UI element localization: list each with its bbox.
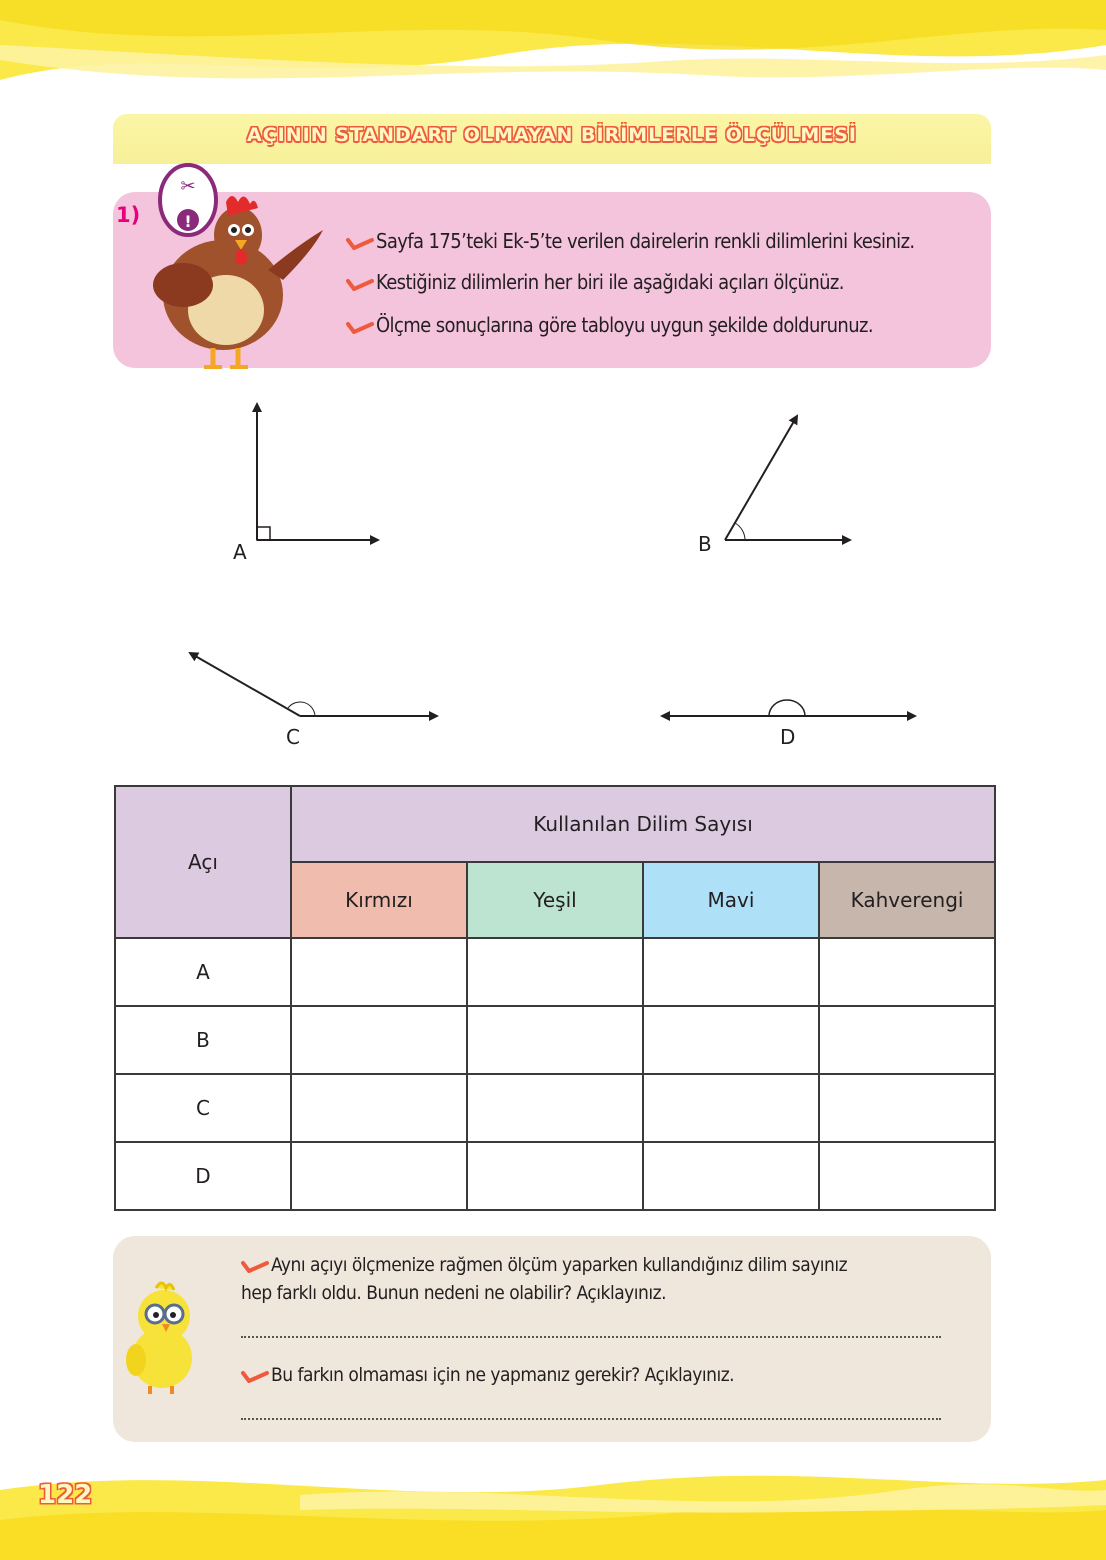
top-wave-decoration	[0, 0, 1106, 110]
answer-cell[interactable]	[291, 938, 467, 1006]
table-row	[115, 1142, 995, 1210]
hen-mascot-illustration	[138, 160, 328, 372]
page-title: AÇININ STANDART OLMAYAN BİRİMLERLE ÖLÇÜLMESİ	[247, 124, 857, 146]
check-tick-icon	[346, 320, 374, 334]
answer-cell[interactable]	[467, 1142, 643, 1210]
answer-cell[interactable]	[819, 1006, 995, 1074]
check-tick-icon	[346, 236, 374, 250]
reflection-question-2	[241, 1364, 734, 1386]
table-row	[115, 1074, 995, 1142]
instruction-3-text: Ölçme sonuçlarına göre tabloyu uygun şekilde doldurunuz.	[376, 313, 873, 337]
svg-text:!: !	[184, 212, 192, 231]
answer-cell[interactable]	[643, 1006, 819, 1074]
answer-cell[interactable]	[467, 938, 643, 1006]
answer-cell[interactable]	[291, 1074, 467, 1142]
scissors-warning-icon	[160, 165, 216, 235]
instruction-1	[346, 229, 915, 253]
angle-b-label: B	[698, 532, 712, 556]
answer-cell[interactable]	[643, 938, 819, 1006]
instruction-2-text: Kestiğiniz dilimlerin her biri ile aşağıdaki açıları ölçünüz.	[376, 270, 844, 294]
column-brown: Kahverengi	[819, 862, 995, 938]
reflection-question-1-line-2: hep farklı oldu. Bunun nedeni ne olabilir? Açıklayınız.	[241, 1282, 667, 1304]
question-number: 1)	[116, 203, 141, 227]
angle-figures	[0, 390, 1106, 760]
answer-cell[interactable]	[643, 1074, 819, 1142]
angle-d-label: D	[780, 725, 796, 749]
answer-line-1[interactable]	[241, 1336, 941, 1338]
check-tick-icon	[346, 277, 374, 291]
answer-cell[interactable]	[467, 1074, 643, 1142]
check-tick-icon	[241, 1369, 269, 1383]
reflection-question-2-text: Bu farkın olmaması için ne yapmanız gerekir? Açıklayınız.	[271, 1364, 735, 1386]
column-red: Kırmızı	[291, 862, 467, 938]
instruction-1-text: Sayfa 175’teki Ek-5’te verilen dairelerin renkli dilimlerini kesiniz.	[376, 229, 915, 253]
angle-c-label: C	[286, 725, 300, 749]
column-green: Yeşil	[467, 862, 643, 938]
answer-line-2[interactable]	[241, 1418, 941, 1420]
instruction-3	[346, 313, 873, 337]
reflection-question-1-line-1: Aynı açıyı ölçmenize rağmen ölçüm yaparken kullandığınız dilim sayınız	[271, 1254, 848, 1276]
reflection-question-1	[241, 1254, 847, 1276]
table-row	[115, 1006, 995, 1074]
row-label: D	[115, 1142, 291, 1210]
angle-d-figure	[662, 700, 915, 716]
measurement-table	[114, 785, 996, 1211]
row-label: A	[115, 938, 291, 1006]
row-label: C	[115, 1074, 291, 1142]
answer-cell[interactable]	[643, 1142, 819, 1210]
row-label: B	[115, 1006, 291, 1074]
answer-cell[interactable]	[819, 1074, 995, 1142]
svg-text:✂: ✂	[180, 176, 196, 197]
answer-cell[interactable]	[467, 1006, 643, 1074]
angle-c-figure	[190, 653, 437, 716]
angle-b-figure	[725, 416, 850, 540]
answer-cell[interactable]	[819, 938, 995, 1006]
chick-mascot-illustration	[122, 1278, 202, 1396]
answer-cell[interactable]	[819, 1142, 995, 1210]
answer-cell[interactable]	[291, 1142, 467, 1210]
angle-column-header: Açı	[115, 786, 291, 938]
table-row	[115, 938, 995, 1006]
angle-a-label: A	[233, 540, 247, 564]
slice-count-header: Kullanılan Dilim Sayısı	[291, 786, 995, 862]
bottom-wave-decoration	[0, 1450, 1106, 1560]
angle-a-figure	[257, 404, 378, 540]
answer-cell[interactable]	[291, 1006, 467, 1074]
check-tick-icon	[241, 1259, 269, 1273]
column-blue: Mavi	[643, 862, 819, 938]
instruction-2	[346, 270, 844, 294]
page-number: 122	[38, 1480, 93, 1510]
